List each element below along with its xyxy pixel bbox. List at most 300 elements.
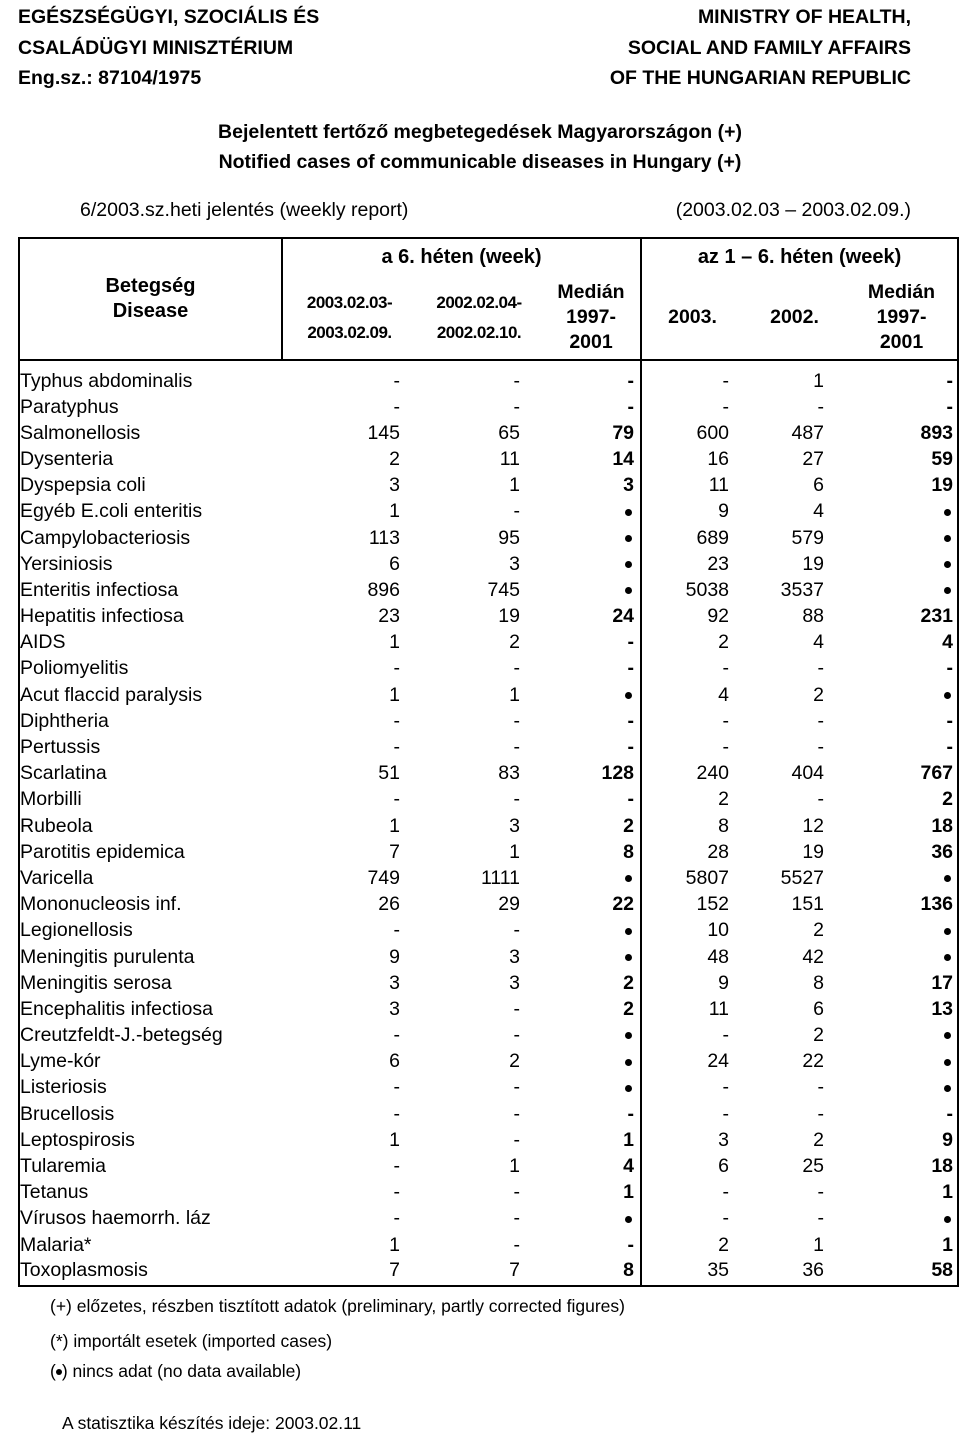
table-cell: 2	[718, 788, 730, 811]
disease-name: Morbilli	[20, 788, 82, 811]
table-cell: -	[722, 1102, 730, 1125]
no-data-bullet-icon	[625, 1216, 632, 1223]
table-cell: 1	[389, 1128, 400, 1151]
note-imported: (*) importált esetek (imported cases)	[50, 1331, 333, 1351]
table-cell: -	[393, 919, 400, 942]
disease-name: Encephalitis infectiosa	[20, 997, 213, 1020]
table-cell: 22	[802, 1050, 825, 1073]
table-cell: 240	[696, 762, 730, 785]
table-cell: -	[513, 1233, 520, 1256]
table-cell: 95	[498, 526, 520, 549]
table-cell: 11	[708, 997, 730, 1020]
table-cell: 113	[368, 526, 400, 549]
table-cell	[542, 499, 641, 525]
table-cell: 26	[378, 893, 400, 916]
table-row	[19, 1101, 958, 1127]
no-data-bullet-icon	[625, 535, 632, 542]
table-cell: 65	[498, 421, 520, 444]
table-row	[19, 1153, 958, 1179]
table-cell: -	[542, 1232, 641, 1258]
table-cell: 2	[542, 996, 641, 1022]
table-row	[19, 708, 958, 734]
no-data-bullet-icon	[944, 535, 951, 542]
table-cell: -	[393, 1155, 400, 1178]
table-cell: -	[393, 1102, 400, 1125]
table-cell: 18	[931, 1155, 954, 1178]
table-cell: -	[722, 1076, 730, 1099]
title-english: Notified cases of communicable diseases in Hungary (+)	[218, 151, 742, 173]
disease-name: Yersiniosis	[20, 552, 113, 575]
table-cell: -	[513, 736, 520, 759]
no-data-bullet-icon	[944, 928, 951, 935]
table-row	[19, 682, 958, 708]
table-cell: 12	[802, 814, 825, 837]
table-cell: 3	[509, 971, 520, 994]
table-row	[19, 360, 958, 394]
col-2003-week-header	[282, 276, 416, 360]
disease-table-body	[19, 360, 958, 1286]
table-row	[19, 1206, 958, 1232]
header-left-line-3: Eng.sz.: 87104/1975	[18, 67, 202, 89]
table-cell: 689	[696, 526, 730, 549]
no-data-bullet-icon	[625, 561, 632, 568]
table-cell: 3	[509, 814, 520, 837]
disease-name: Rubeola	[20, 814, 93, 837]
table-cell: 3537	[780, 578, 825, 601]
table-cell: -	[946, 395, 954, 418]
table-cell: 9	[718, 971, 730, 994]
table-cell: 7	[509, 1259, 520, 1282]
table-cell: 3	[718, 1128, 730, 1151]
header-right-line-2: SOCIAL AND FAMILY AFFAIRS	[627, 36, 911, 59]
no-data-bullet-icon	[625, 1085, 632, 1092]
table-cell	[542, 944, 641, 970]
disease-name: Tetanus	[20, 1181, 89, 1204]
table-cell: 2	[813, 919, 825, 942]
table-cell: 2	[718, 631, 730, 654]
table-cell: 2	[389, 447, 400, 470]
table-row	[19, 1049, 958, 1075]
table-cell	[542, 1049, 641, 1075]
table-cell: 152	[696, 893, 730, 916]
col2-line-2: 2002.02.10.	[436, 322, 522, 342]
table-row	[19, 551, 958, 577]
disease-name: Egyéb E.coli enteritis	[20, 500, 203, 523]
table-cell: 19	[802, 552, 825, 575]
table-cell	[846, 1023, 958, 1049]
no-data-bullet-icon	[625, 692, 632, 699]
table-cell	[846, 918, 958, 944]
disease-name: Mononucleosis inf.	[20, 893, 182, 916]
disease-name: Vírusos haemorrh. láz	[20, 1207, 211, 1230]
table-cell: 2	[813, 1128, 825, 1151]
no-data-bullet-icon	[944, 1059, 951, 1066]
table-cell: -	[393, 788, 400, 811]
table-row	[19, 1180, 958, 1206]
table-row	[19, 630, 958, 656]
table-cell	[846, 1206, 958, 1232]
col1-line-1: 2003.02.03-	[306, 292, 393, 312]
no-data-bullet-icon	[944, 1032, 951, 1039]
col1-line-2: 2003.02.09.	[307, 322, 392, 342]
table-cell: 749	[367, 866, 400, 889]
table-cell: 1	[542, 1180, 641, 1206]
table-cell	[846, 944, 958, 970]
ministry-header-english	[610, 2, 911, 94]
table-cell: 1	[509, 840, 520, 863]
no-data-bullet-icon	[625, 875, 632, 882]
table-row	[19, 839, 958, 865]
table-row	[19, 865, 958, 891]
table-row	[19, 499, 958, 525]
table-cell: 1	[813, 1233, 825, 1256]
no-data-bullet-icon	[944, 1216, 951, 1223]
table-row	[19, 761, 958, 787]
table-row	[19, 394, 958, 420]
table-cell: 6	[813, 997, 825, 1020]
table-cell: -	[946, 370, 954, 392]
table-cell: -	[817, 1102, 825, 1125]
table-cell: 3	[509, 552, 520, 575]
table-cell: 1	[942, 1233, 954, 1256]
disease-name: Acut flaccid paralysis	[20, 683, 203, 706]
table-row	[19, 525, 958, 551]
table-cell: 5807	[685, 866, 730, 889]
disease-name: Malaria*	[20, 1233, 92, 1256]
no-data-bullet-icon	[944, 561, 951, 568]
table-cell: 1	[389, 631, 400, 654]
table-cell: -	[817, 395, 825, 418]
table-cell: 1	[509, 474, 520, 497]
table-cell: 2	[718, 1233, 730, 1256]
table-cell: 17	[931, 971, 954, 994]
table-cell: 14	[542, 446, 641, 472]
no-data-bullet-icon	[625, 954, 632, 961]
table-cell: -	[542, 630, 641, 656]
table-cell: 487	[791, 421, 825, 444]
table-cell	[846, 1075, 958, 1101]
table-cell: 1	[509, 1155, 520, 1178]
no-data-bullet-icon	[625, 587, 632, 594]
table-cell: 92	[707, 605, 730, 628]
table-cell: 1	[509, 683, 520, 706]
table-cell: -	[817, 1207, 825, 1230]
table-row	[19, 813, 958, 839]
table-cell: 48	[707, 945, 730, 968]
table-row	[19, 446, 958, 472]
table-cell: 22	[542, 892, 641, 918]
table-cell: -	[393, 657, 400, 680]
table-cell: 18	[931, 814, 954, 837]
table-cell: -	[542, 708, 641, 734]
disease-name: Varicella	[20, 866, 94, 889]
table-cell: 896	[367, 578, 400, 601]
table-cell: 16	[707, 447, 730, 470]
table-cell: -	[946, 709, 954, 732]
no-data-bullet-icon	[944, 509, 951, 516]
table-cell: 4	[718, 683, 730, 706]
table-cell: -	[513, 500, 520, 523]
table-cell: 27	[802, 447, 825, 470]
no-data-bullet-icon	[625, 1032, 632, 1039]
disease-header-hu: Betegség	[105, 275, 196, 297]
col3-line-3: 2001	[569, 331, 613, 353]
table-cell: 3	[509, 945, 520, 968]
table-cell: -	[513, 788, 520, 811]
disease-name: Parotitis epidemica	[20, 840, 185, 863]
col6-line-1: Medián	[867, 281, 936, 303]
table-cell: -	[542, 360, 641, 394]
table-cell: -	[817, 709, 825, 732]
col-2003-cum-header: 2003.	[641, 276, 743, 360]
table-cell: 1	[389, 1233, 400, 1256]
table-row	[19, 577, 958, 603]
note-no-data-text: ) nincs adat (no data available)	[61, 1361, 302, 1381]
disease-name: Pertussis	[20, 736, 101, 759]
table-cell: 151	[791, 893, 825, 916]
no-data-bullet-icon	[625, 928, 632, 935]
disease-name: Listeriosis	[20, 1076, 107, 1099]
table-cell: 28	[707, 840, 730, 863]
disease-name: Scarlatina	[20, 762, 107, 785]
table-cell: 145	[367, 421, 400, 444]
disease-name: Hepatitis infectiosa	[20, 605, 184, 628]
table-cell: 2	[542, 970, 641, 996]
disease-name: AIDS	[20, 631, 66, 654]
table-cell	[542, 918, 641, 944]
table-cell: -	[722, 657, 730, 680]
disease-name: Legionellosis	[20, 919, 133, 942]
table-cell: -	[513, 370, 520, 392]
table-cell: 4	[813, 500, 825, 523]
table-cell	[846, 682, 958, 708]
disease-table	[18, 237, 959, 1287]
table-cell: 58	[931, 1259, 954, 1282]
table-row	[19, 787, 958, 813]
table-cell: -	[393, 1076, 400, 1099]
table-cell: 11	[499, 447, 520, 470]
table-cell: 23	[707, 552, 730, 575]
table-cell	[542, 551, 641, 577]
table-cell	[542, 525, 641, 551]
disease-name: Salmonellosis	[20, 421, 141, 444]
table-cell: 24	[542, 604, 641, 630]
table-cell: 19	[498, 605, 520, 628]
table-cell: -	[817, 736, 825, 759]
table-cell: -	[946, 736, 954, 759]
col3-line-1: Medián	[557, 281, 625, 303]
table-cell: -	[722, 1024, 730, 1047]
table-cell: 11	[708, 474, 730, 497]
ministry-header-hungarian	[18, 2, 319, 94]
table-cell: 35	[707, 1259, 730, 1282]
table-cell: 79	[542, 420, 641, 446]
table-row	[19, 1023, 958, 1049]
disease-header-en: Disease	[112, 300, 189, 322]
table-cell: -	[542, 787, 641, 813]
note-preliminary: (+) előzetes, részben tisztított adatok (preliminary, partly corrected figures)	[50, 1296, 625, 1316]
table-cell: -	[513, 997, 520, 1020]
table-cell: 3	[389, 971, 400, 994]
no-data-bullet-icon	[944, 954, 951, 961]
disease-name: Meningitis purulenta	[20, 945, 195, 968]
table-cell: -	[722, 370, 730, 392]
table-cell: 1	[389, 814, 400, 837]
table-cell: -	[513, 1102, 520, 1125]
disease-name: Diphtheria	[20, 709, 109, 732]
table-cell	[542, 1206, 641, 1232]
table-cell: -	[513, 1207, 520, 1230]
table-cell: 36	[931, 840, 954, 863]
table-cell: 8	[542, 1258, 641, 1286]
table-cell: -	[393, 736, 400, 759]
table-cell: 23	[378, 605, 400, 628]
table-cell	[846, 525, 958, 551]
table-cell: 1111	[480, 866, 520, 889]
table-row	[19, 473, 958, 499]
table-cell: -	[393, 370, 400, 392]
table-cell: 7	[389, 1259, 400, 1282]
table-cell: 51	[378, 762, 400, 785]
table-cell	[846, 499, 958, 525]
table-cell: 2	[542, 813, 641, 839]
table-cell	[846, 551, 958, 577]
table-cell	[542, 682, 641, 708]
no-data-bullet-icon	[944, 587, 951, 594]
group-cumulative-header: az 1 – 6. héten (week)	[697, 246, 902, 268]
group-week-header: a 6. héten (week)	[282, 238, 641, 276]
table-cell: 4	[813, 631, 825, 654]
disease-name: Enteritis infectiosa	[20, 578, 179, 601]
table-cell: -	[542, 734, 641, 760]
table-cell: -	[542, 394, 641, 420]
table-cell: 2	[813, 1024, 825, 1047]
header-left-line-2: CSALÁDÜGYI MINISZTÉRIUM	[18, 36, 294, 59]
table-cell: -	[817, 788, 825, 811]
table-cell: 36	[802, 1259, 825, 1282]
table-cell: 600	[696, 421, 730, 444]
table-cell: 8	[813, 971, 825, 994]
disease-name: Paratyphus	[20, 395, 119, 418]
table-cell: -	[542, 656, 641, 682]
col-median-week-header	[542, 276, 641, 360]
table-cell	[846, 577, 958, 603]
col6-line-2: 1997-	[876, 306, 927, 328]
table-cell	[846, 865, 958, 891]
disease-name: Meningitis serosa	[20, 971, 172, 994]
table-cell: 3	[389, 474, 400, 497]
table-cell: 136	[920, 893, 954, 916]
no-data-bullet-icon	[944, 1085, 951, 1092]
header-right-line-3: OF THE HUNGARIAN REPUBLIC	[609, 67, 911, 89]
table-cell: 767	[920, 762, 954, 785]
table-cell: 29	[498, 893, 520, 916]
footer-date: A statisztika készítés ideje: 2003.02.11	[62, 1413, 362, 1433]
col3-line-2: 1997-	[566, 306, 616, 328]
table-cell: 25	[802, 1155, 825, 1178]
table-cell: 231	[920, 605, 954, 628]
table-cell: 3	[389, 997, 400, 1020]
table-cell: -	[722, 1207, 730, 1230]
table-cell: -	[513, 709, 520, 732]
table-cell: 128	[542, 761, 641, 787]
disease-name: Campylobacteriosis	[20, 526, 191, 549]
disease-name: Typhus abdominalis	[20, 370, 193, 392]
table-cell	[542, 1075, 641, 1101]
table-row	[19, 420, 958, 446]
table-cell: 8	[718, 814, 730, 837]
col-2002-week-header	[416, 276, 542, 360]
table-cell: 404	[791, 762, 825, 785]
table-row	[19, 996, 958, 1022]
no-data-bullet-icon	[625, 509, 632, 516]
disease-name: Leptospirosis	[20, 1128, 135, 1151]
table-cell	[542, 865, 641, 891]
table-row	[19, 944, 958, 970]
title-hungarian: Bejelentett fertőző megbetegedések Magyarországon (+)	[218, 121, 742, 143]
table-cell: 5527	[780, 866, 825, 889]
table-cell: -	[817, 1076, 825, 1099]
table-cell: 1	[813, 370, 825, 392]
disease-name: Toxoplasmosis	[20, 1259, 148, 1282]
table-cell: 5038	[685, 578, 730, 601]
table-cell: -	[542, 1101, 641, 1127]
table-cell: -	[513, 395, 520, 418]
table-cell: -	[513, 1181, 520, 1204]
table-row	[19, 970, 958, 996]
col2-line-1: 2002.02.04-	[436, 292, 522, 312]
table-cell: 9	[718, 500, 730, 523]
report-label: 6/2003.sz.heti jelentés (weekly report)	[80, 199, 409, 221]
table-row	[19, 656, 958, 682]
header-left-line-1: EGÉSZSÉGÜGYI, SZOCIÁLIS ÉS	[18, 6, 320, 28]
table-row	[19, 1258, 958, 1286]
table-cell: 6	[718, 1155, 730, 1178]
table-cell: 2	[813, 683, 825, 706]
table-cell: 7	[389, 840, 400, 863]
table-cell	[846, 1049, 958, 1075]
table-cell: 1	[389, 683, 400, 706]
table-cell: 3	[542, 473, 641, 499]
table-cell: 24	[707, 1050, 730, 1073]
table-cell: 579	[791, 526, 825, 549]
table-cell: -	[946, 657, 954, 680]
table-row	[19, 734, 958, 760]
table-cell: -	[722, 736, 730, 759]
table-row	[19, 918, 958, 944]
no-data-bullet-icon	[625, 1059, 632, 1066]
disease-name: Dysenteria	[20, 447, 114, 470]
col-median-cum-header	[846, 276, 958, 360]
table-cell: 4	[542, 1153, 641, 1179]
table-cell: 2	[509, 1050, 520, 1073]
table-cell: 4	[942, 631, 954, 654]
table-cell: -	[393, 1207, 400, 1230]
note-no-data-open: (	[50, 1361, 56, 1381]
table-cell: 6	[813, 474, 825, 497]
table-cell: 893	[920, 421, 954, 444]
table-cell: -	[393, 1024, 400, 1047]
table-row	[19, 1075, 958, 1101]
table-cell: -	[513, 1128, 520, 1151]
disease-name: Poliomyelitis	[20, 657, 129, 680]
disease-name: Creutzfeldt-J.-betegség	[20, 1024, 223, 1047]
table-cell: -	[722, 709, 730, 732]
no-data-bullet-icon	[944, 875, 951, 882]
table-cell: 2	[509, 631, 520, 654]
table-cell: 19	[802, 840, 825, 863]
table-cell: 6	[389, 552, 400, 575]
